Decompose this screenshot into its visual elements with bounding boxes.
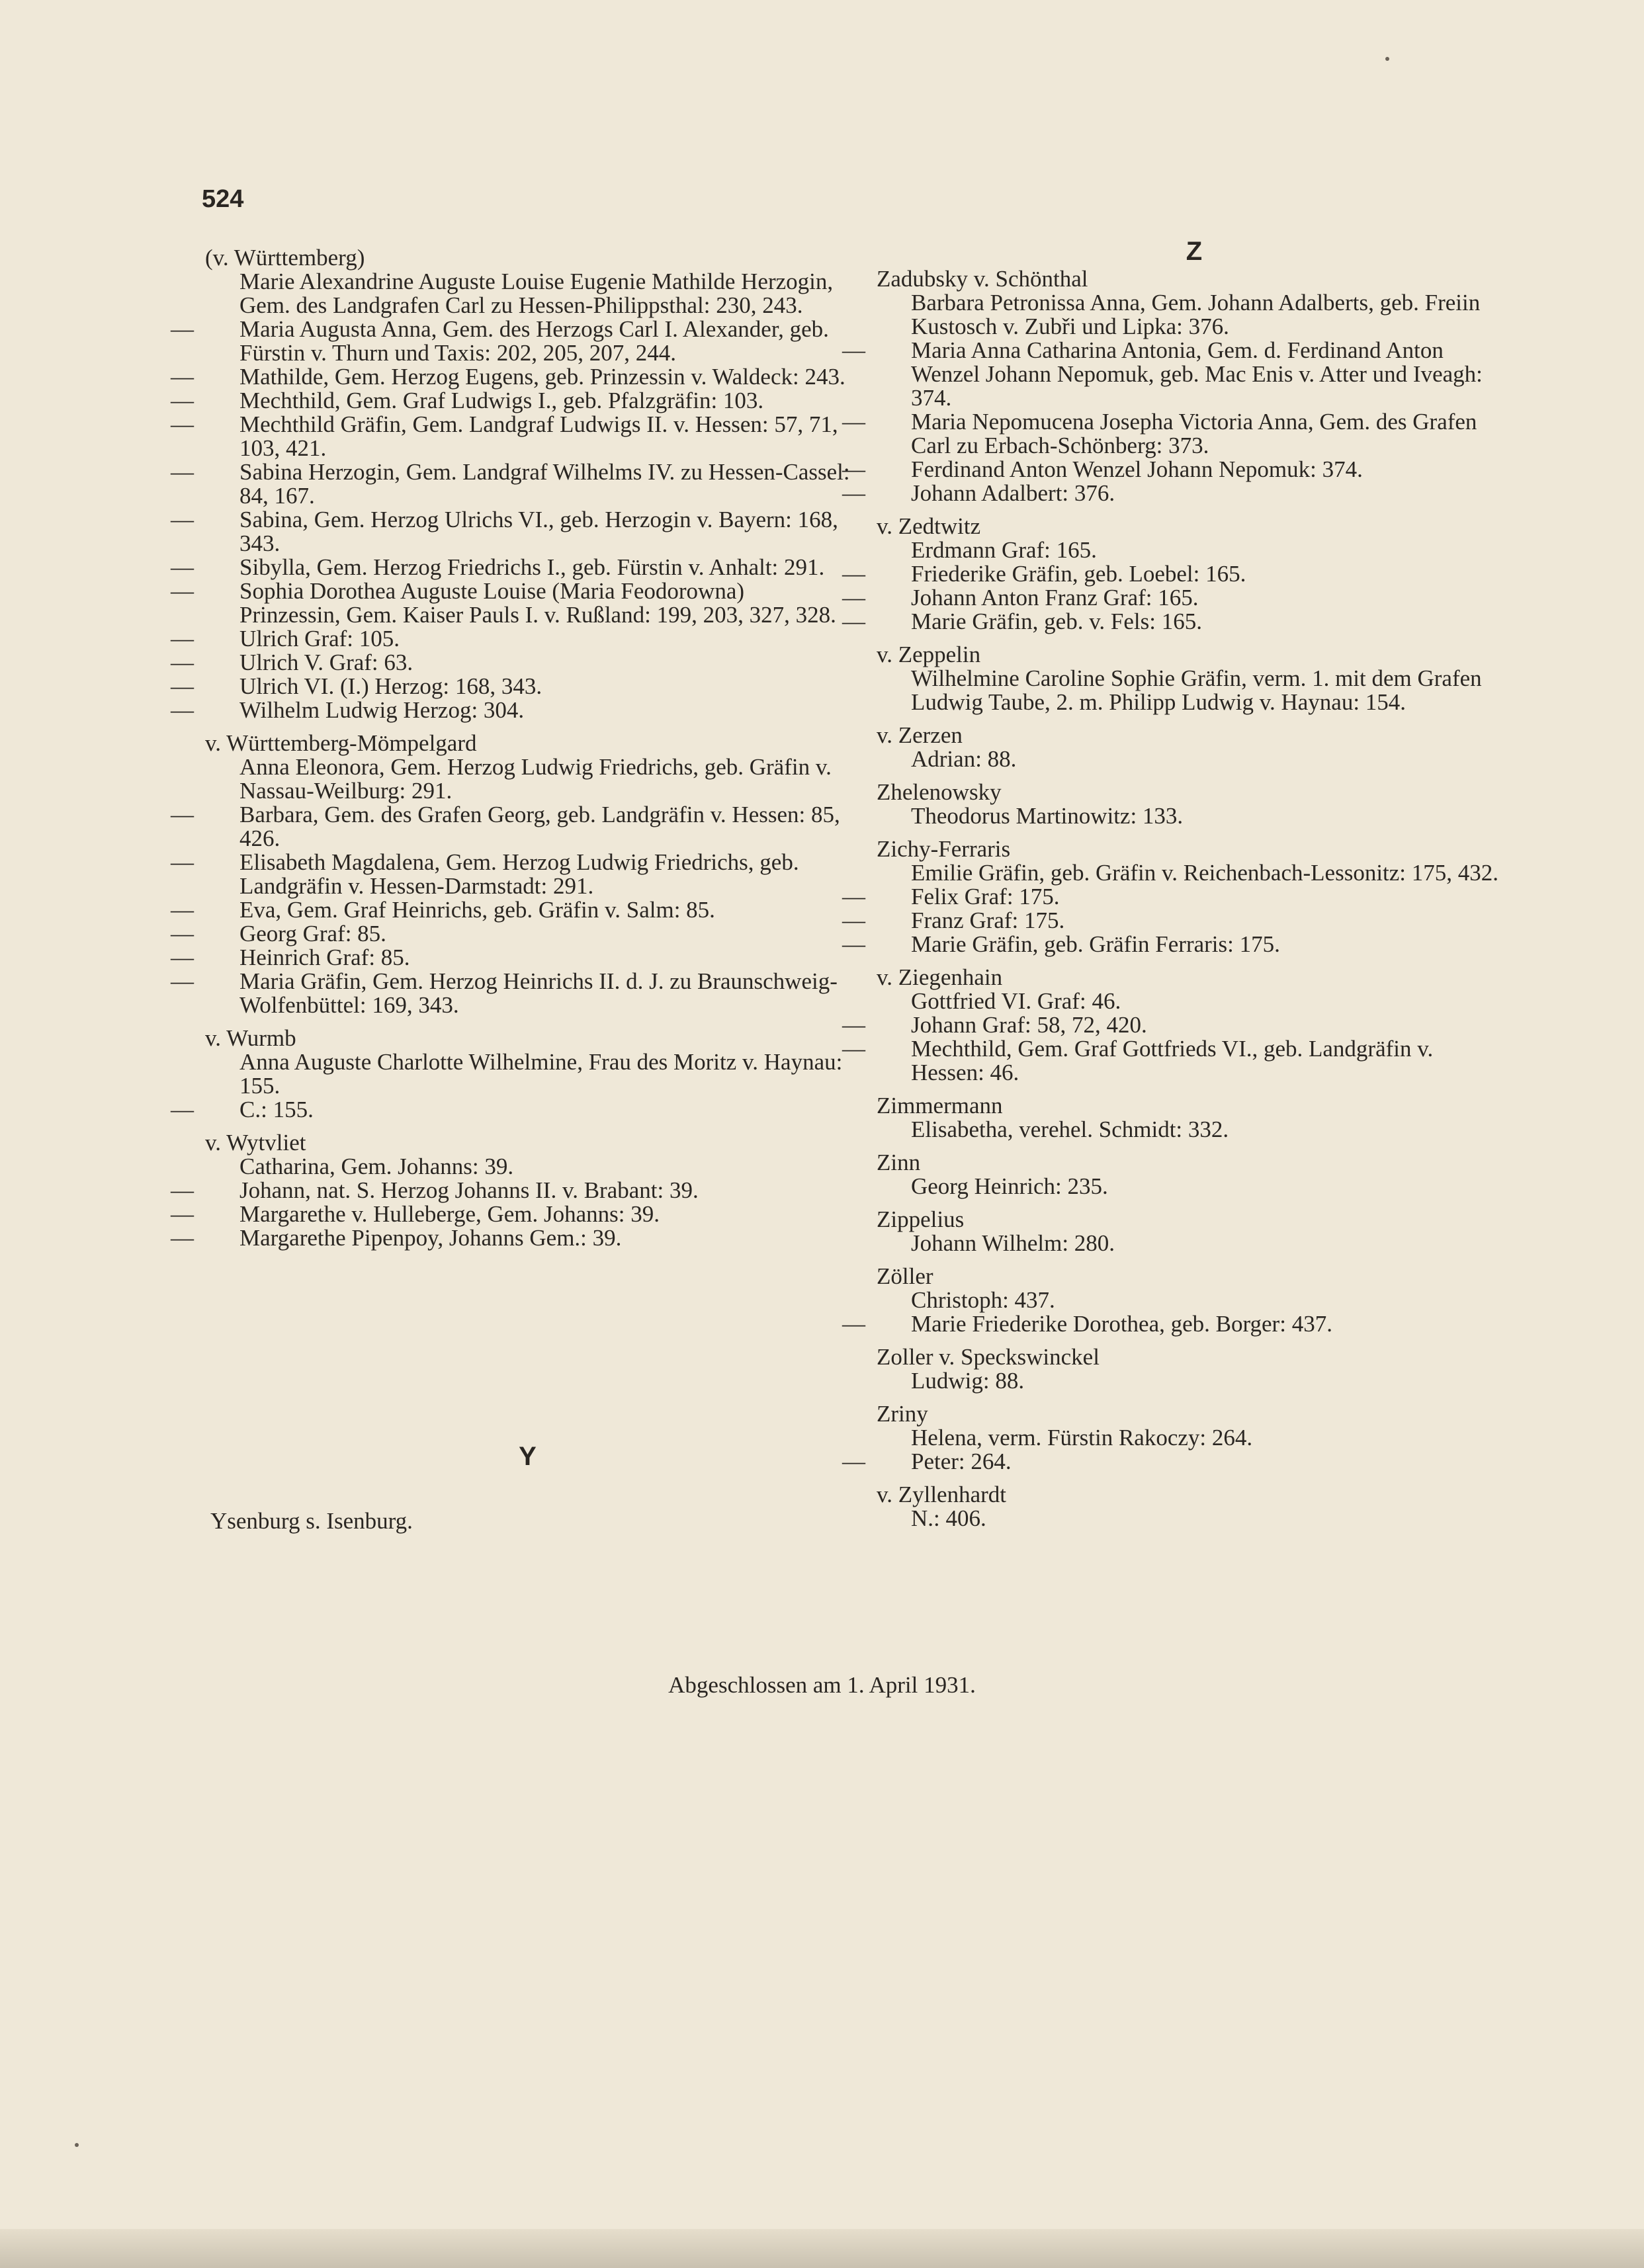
sub-entry [842, 609, 1512, 634]
dash-mark: — [171, 849, 194, 875]
dash-mark: — [842, 1012, 865, 1038]
index-entry [877, 724, 1512, 771]
entry-text: Adrian: 88. [911, 746, 1017, 772]
dash-mark: — [171, 697, 194, 723]
sub-entry [842, 1036, 1512, 1085]
first-entry [877, 1288, 1512, 1312]
entry-text: Sophia Dorothea Auguste Louise (Maria Feodorowna) Prinzessin, Gem. Kaiser Pauls I. v. Rußland: 199, 203, 327, 328. [239, 578, 836, 628]
sub-entry [171, 802, 850, 851]
sub-entry [171, 849, 850, 899]
entry-text: Johann Graf: 58, 72, 420. [911, 1012, 1147, 1038]
entry-heading: (v. Württemberg) [205, 245, 365, 271]
entry-text: Mechthild, Gem. Graf Gottfrieds VI., geb. Landgräfin v. Hessen: 46. [911, 1036, 1434, 1085]
first-entry [205, 1050, 850, 1098]
index-entry [842, 1401, 1512, 1474]
dash-mark: — [171, 921, 194, 946]
index-entry [171, 730, 850, 1018]
sub-entry [842, 884, 1512, 909]
entry-text: N.: 406. [911, 1505, 986, 1531]
first-entry [877, 747, 1512, 771]
index-entry [842, 836, 1512, 957]
dash-mark: — [842, 409, 865, 435]
entry-text: Eva, Gem. Graf Heinrichs, geb. Gräfin v. Salm: 85. [239, 897, 715, 923]
entry-text: Peter: 264. [911, 1449, 1012, 1474]
entry-text: Ferdinand Anton Wenzel Johann Nepomuk: 374. [911, 456, 1363, 482]
sub-entry [842, 561, 1512, 587]
dash-mark: — [171, 1225, 194, 1251]
first-entry [877, 291, 1512, 339]
dash-mark: — [171, 507, 194, 532]
entry-text: C.: 155. [239, 1097, 314, 1122]
entry-heading: v. Wytvliet [205, 1130, 306, 1155]
entry-text: Marie Gräfin, geb. v. Fels: 165. [911, 609, 1202, 634]
first-entry [205, 1155, 850, 1179]
entry-text: Ulrich Graf: 105. [239, 626, 400, 651]
entry-text: Marie Alexandrine Auguste Louise Eugenie Mathilde Herzogin, Gem. des Landgrafen Carl zu Hessen-Philippsthal: 230, 243. [239, 269, 834, 318]
entry-text: Catharina, Gem. Johanns: 39. [239, 1154, 514, 1179]
sub-entry [842, 409, 1512, 458]
entry-text: Wilhelm Ludwig Herzog: 304. [239, 697, 525, 723]
sub-entry [842, 931, 1512, 957]
first-entry [877, 1369, 1512, 1393]
entry-text: Marie Friederike Dorothea, geb. Borger: 437. [911, 1311, 1332, 1337]
sub-entry [171, 364, 850, 390]
section-letter-y: Y [519, 1442, 537, 1471]
dash-mark: — [171, 1201, 194, 1227]
sub-entry [171, 897, 850, 923]
entry-text: Barbara, Gem. des Grafen Georg, geb. Landgräfin v. Hessen: 85, 426. [239, 802, 840, 851]
dash-mark: — [842, 561, 865, 587]
first-entry [877, 989, 1512, 1013]
dash-mark: — [842, 907, 865, 933]
first-entry [877, 1426, 1512, 1450]
sub-entry [842, 1012, 1512, 1038]
entry-heading: Zoller v. Speckswinckel [877, 1344, 1100, 1370]
index-entry [877, 780, 1512, 828]
index-entry [877, 1345, 1512, 1393]
entry-heading: Zöller [877, 1263, 933, 1289]
first-entry [877, 1232, 1512, 1255]
index-entry [877, 1483, 1512, 1531]
dash-mark: — [171, 945, 194, 970]
index-entry [171, 1130, 850, 1251]
dash-mark: — [171, 316, 194, 342]
sub-entry [171, 968, 850, 1018]
left-column [171, 245, 850, 1259]
sub-entry [842, 907, 1512, 933]
entry-text: Elisabetha, verehel. Schmidt: 332. [911, 1116, 1229, 1142]
dash-mark: — [842, 609, 865, 634]
dash-mark: — [171, 388, 194, 413]
sub-entry [171, 921, 850, 946]
dash-mark: — [171, 1097, 194, 1122]
first-entry [877, 538, 1512, 562]
paper-speck [75, 2143, 79, 2147]
entry-heading: v. Zedtwitz [877, 513, 981, 539]
entry-text: Franz Graf: 175. [911, 907, 1065, 933]
sub-entry [171, 626, 850, 651]
sub-entry [171, 697, 850, 723]
dash-mark: — [842, 480, 865, 506]
sub-entry [171, 316, 850, 366]
entry-heading: Zadubsky v. Schönthal [877, 266, 1088, 292]
sub-entry [171, 388, 850, 413]
index-entry [877, 1208, 1512, 1255]
sub-entry [171, 1097, 850, 1122]
dash-mark: — [171, 411, 194, 437]
entry-text: Mathilde, Gem. Herzog Eugens, geb. Prinzessin v. Waldeck: 243. [239, 364, 845, 390]
sub-entry [842, 456, 1512, 482]
entry-text: Heinrich Graf: 85. [239, 945, 410, 970]
sub-entry [842, 585, 1512, 610]
entry-heading: v. Zerzen [877, 722, 963, 748]
dash-mark: — [171, 650, 194, 675]
entry-text: Johann Anton Franz Graf: 165. [911, 585, 1199, 610]
index-entry [842, 513, 1512, 634]
entry-text: Marie Gräfin, geb. Gräfin Ferraris: 175. [911, 931, 1280, 957]
sub-entry [171, 578, 850, 628]
entry-text: Gottfried VI. Graf: 46. [911, 988, 1121, 1014]
dash-mark: — [171, 459, 194, 485]
dash-mark: — [171, 673, 194, 699]
sub-entry [171, 507, 850, 556]
entry-heading: Zippelius [877, 1206, 965, 1232]
ysenburg-entry: Ysenburg s. Isenburg. [210, 1508, 413, 1534]
right-column [842, 237, 1512, 1540]
entry-heading: Zinn [877, 1150, 921, 1175]
entry-heading: v. Zeppelin [877, 642, 981, 667]
sub-entry [171, 1177, 850, 1203]
dash-mark: — [171, 897, 194, 923]
entry-text: Margarethe v. Hulleberge, Gem. Johanns: 39. [239, 1201, 660, 1227]
index-entry [842, 1263, 1512, 1337]
first-entry [877, 1175, 1512, 1198]
index-entry [171, 245, 850, 723]
entry-text: Johann Wilhelm: 280. [911, 1230, 1115, 1256]
sub-entry [171, 411, 850, 461]
entry-heading: v. Zyllenhardt [877, 1482, 1007, 1507]
entry-text: Margarethe Pipenpoy, Johanns Gem.: 39. [239, 1225, 622, 1251]
sub-entry [842, 480, 1512, 506]
entry-text: Maria Gräfin, Gem. Herzog Heinrichs II. d. J. zu Braunschweig-Wolfenbüttel: 169, 343. [239, 968, 838, 1018]
dash-mark: — [171, 1177, 194, 1203]
dash-mark: — [842, 931, 865, 957]
first-entry [205, 755, 850, 803]
entry-text: Wilhelmine Caroline Sophie Gräfin, verm. 1. mit dem Grafen Ludwig Taube, 2. m. Philipp Ludwig v. Haynau: 154. [911, 665, 1482, 715]
entry-text: Felix Graf: 175. [911, 884, 1060, 909]
entry-text: Mechthild, Gem. Graf Ludwigs I., geb. Pfalzgräfin: 103. [239, 388, 764, 413]
paper-speck [1385, 57, 1389, 61]
index-entry [877, 1094, 1512, 1142]
entry-text: Anna Auguste Charlotte Wilhelmine, Frau des Moritz v. Haynau: 155. [239, 1049, 843, 1099]
first-entry [877, 861, 1512, 885]
entry-heading: v. Württemberg-Mömpelgard [205, 730, 477, 756]
entry-text: Johann, nat. S. Herzog Johanns II. v. Brabant: 39. [239, 1177, 699, 1203]
entry-text: Sabina, Gem. Herzog Ulrichs VI., geb. Herzogin v. Bayern: 168, 343. [239, 507, 838, 556]
sub-entry [171, 1225, 850, 1251]
entry-text: Maria Anna Catharina Antonia, Gem. d. Ferdinand Anton Wenzel Johann Nepomuk, geb. Mac Enis v. Atter und Iveagh: 374. [911, 337, 1483, 411]
dash-mark: — [842, 884, 865, 909]
dash-mark: — [842, 456, 865, 482]
entry-text: Johann Adalbert: 376. [911, 480, 1115, 506]
entry-text: Theodorus Martinowitz: 133. [911, 803, 1184, 829]
first-entry [877, 804, 1512, 828]
dash-mark: — [842, 337, 865, 363]
sub-entry [842, 1449, 1512, 1474]
entry-text: Mechthild Gräfin, Gem. Landgraf Ludwigs II. v. Hessen: 57, 71, 103, 421. [239, 411, 838, 461]
first-entry [877, 1507, 1512, 1531]
sub-entry [171, 459, 850, 509]
entry-heading: Zriny [877, 1401, 928, 1427]
entry-text: Friederike Gräfin, geb. Loebel: 165. [911, 561, 1246, 587]
sub-entry [842, 337, 1512, 411]
sub-entry [842, 1311, 1512, 1337]
entry-text: Maria Augusta Anna, Gem. des Herzogs Carl I. Alexander, geb. Fürstin v. Thurn und Taxis: 202, 205, 207, 244. [239, 316, 829, 366]
entry-text: Elisabeth Magdalena, Gem. Herzog Ludwig Friedrichs, geb. Landgräfin v. Hessen-Darmstadt: 291. [239, 849, 799, 899]
first-entry [877, 667, 1512, 714]
dash-mark: — [842, 1036, 865, 1062]
dash-mark: — [171, 578, 194, 604]
entry-heading: Zhelenowsky [877, 779, 1002, 805]
section-letter-z: Z [1186, 237, 1203, 266]
entry-text: Helena, verm. Fürstin Rakoczy: 264. [911, 1425, 1253, 1450]
page-number: 524 [202, 185, 244, 213]
dash-mark: — [171, 802, 194, 827]
sub-entry [171, 1201, 850, 1227]
sub-entry [171, 554, 850, 580]
dash-mark: — [842, 1449, 865, 1474]
closing-note: Abgeschlossen am 1. April 1931. [668, 1672, 976, 1698]
entry-text: Ludwig: 88. [911, 1368, 1025, 1394]
dash-mark: — [171, 364, 194, 390]
index-entry [842, 266, 1512, 506]
entry-text: Ulrich V. Graf: 63. [239, 650, 413, 675]
sub-entry [171, 673, 850, 699]
first-entry [205, 270, 850, 317]
entry-text: Ulrich VI. (I.) Herzog: 168, 343. [239, 673, 542, 699]
index-entry [877, 643, 1512, 714]
index-entry [877, 1151, 1512, 1198]
dash-mark: — [842, 585, 865, 610]
entry-text: Christoph: 437. [911, 1287, 1055, 1313]
entry-text: Barbara Petronissa Anna, Gem. Johann Adalberts, geb. Freiin Kustosch v. Zubři und Lipka: 376. [911, 290, 1481, 339]
scan-edge [0, 2229, 1644, 2268]
sub-entry [171, 945, 850, 970]
index-entry [842, 964, 1512, 1085]
entry-heading: v. Ziegenhain [877, 964, 1003, 990]
entry-text: Sibylla, Gem. Herzog Friedrichs I., geb. Fürstin v. Anhalt: 291. [239, 554, 825, 580]
entry-heading: v. Wurmb [205, 1025, 296, 1051]
entry-text: Georg Heinrich: 235. [911, 1173, 1108, 1199]
entry-text: Anna Eleonora, Gem. Herzog Ludwig Friedrichs, geb. Gräfin v. Nassau-Weilburg: 291. [239, 754, 832, 804]
entry-text: Georg Graf: 85. [239, 921, 386, 946]
entry-text: Maria Nepomucena Josepha Victoria Anna, Gem. des Grafen Carl zu Erbach-Schönberg: 373. [911, 409, 1477, 458]
entry-text: Erdmann Graf: 165. [911, 537, 1097, 563]
dash-mark: — [171, 968, 194, 994]
dash-mark: — [171, 554, 194, 580]
entry-heading: Zichy-Ferraris [877, 836, 1011, 862]
first-entry [877, 1118, 1512, 1142]
entry-text: Emilie Gräfin, geb. Gräfin v. Reichenbach-Lessonitz: 175, 432. [911, 860, 1499, 886]
dash-mark: — [171, 626, 194, 651]
sub-entry [171, 650, 850, 675]
entry-text: Sabina Herzogin, Gem. Landgraf Wilhelms IV. zu Hessen-Cassel: 84, 167. [239, 459, 850, 509]
index-entry [171, 1025, 850, 1122]
dash-mark: — [842, 1311, 865, 1337]
entry-heading: Zimmermann [877, 1093, 1003, 1118]
